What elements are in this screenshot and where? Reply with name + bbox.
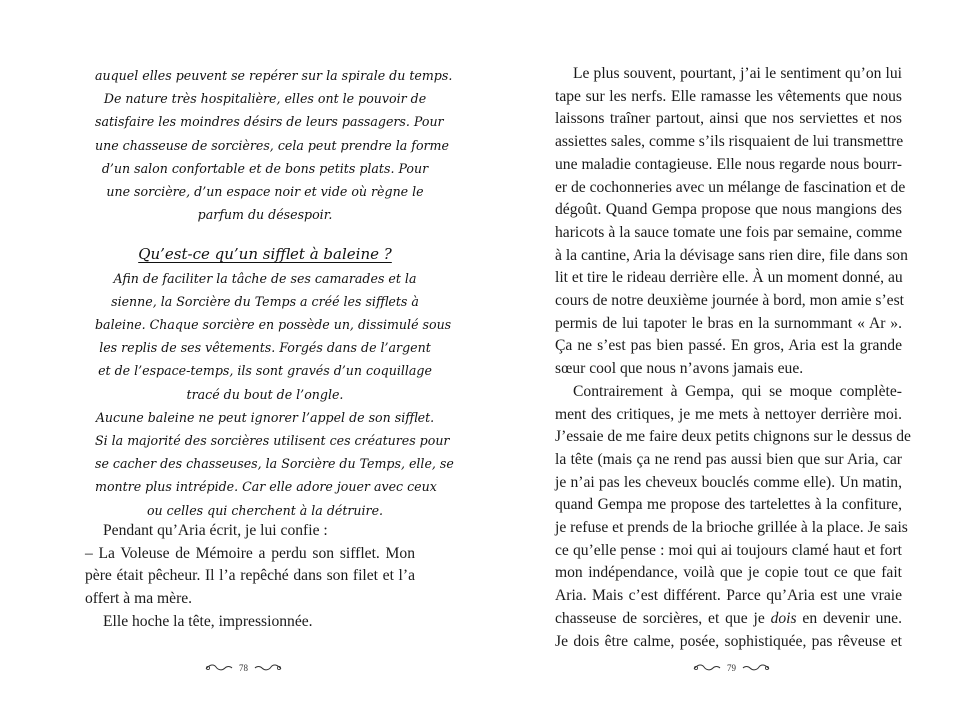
note-line: tracé du bout de l’ongle. [186, 386, 344, 402]
text-line: lit et tire le rideau derrière elle. À un moment donné, au [555, 269, 903, 287]
right-page [485, 0, 970, 720]
text-line: quand Gempa me propose des tartelettes à la confiture, [555, 496, 902, 514]
text-line: tape sur les nerfs. Elle ramasse les vêtements que nous [555, 87, 902, 105]
swirl-ornament-icon [205, 663, 233, 673]
text-line: Je dois être calme, posée, sophistiquée, pas rêveuse et [555, 632, 902, 650]
note-line: montre plus intrépide. Car elle adore jouer avec ceux [95, 479, 437, 495]
page-number: 79 [727, 663, 736, 673]
text-segment: chasseuse de sorcières, et que je [555, 609, 771, 627]
note-line: Aucune baleine ne peut ignorer l’appel de son sifflet. [95, 409, 435, 425]
note-line: Afin de faciliter la tâche de ses camarades et la [113, 270, 417, 286]
note-line: sienne, la Sorcière du Temps a créé les sifflets à [111, 293, 419, 309]
text-line: je refuse et prends de la brioche grillée à la place. Je sais [555, 519, 908, 537]
page-footer-left [205, 660, 282, 676]
note-line: satisfaire les moindres désirs de leurs passagers. Pour [95, 114, 444, 130]
note-line: d’un salon confortable et de bons petits plats. Pour [101, 160, 429, 176]
note-line: une chasseuse de sorcières, cela peut prendre la forme [95, 137, 449, 153]
text-line: – La Voleuse de Mémoire a perdu son sifflet. Mon [85, 544, 415, 562]
text-line: mon indépendance, voilà que je copie tout ce que fait [555, 564, 902, 582]
emphasis-text: dois [770, 609, 797, 627]
right-body-text [555, 63, 911, 653]
note-line: ou celles qui cherchent à la détruire. [146, 502, 384, 518]
text-segment: en devenir une. [796, 609, 902, 627]
note-line: une sorcière, d’un espace noir et vide où règne le [106, 184, 424, 200]
text-line: ment des critiques, je me mets à nettoyer derrière moi. [555, 405, 902, 423]
text-line: haricots à la sauce tomate une fois par semaine, comme [555, 223, 902, 241]
text-line: père était pêcheur. Il l’a repêché dans son filet et l’a [85, 567, 415, 585]
text-line: Elle hoche la tête, impressionnée. [103, 612, 313, 630]
text-line: Le plus souvent, pourtant, j’ai le sentiment qu’on lui [573, 65, 902, 82]
text-line: à la cantine, Aria la dévisage sans rien dire, file dans son [555, 246, 908, 264]
text-line: laissons traîner partout, ainsi que nos serviettes et nos [555, 110, 902, 128]
text-line: Pendant qu’Aria écrit, je lui confie : [103, 522, 328, 539]
text-line: J’essaie de me faire deux petits chignons sur le dessus de [555, 428, 911, 446]
swirl-ornament-icon [254, 663, 282, 673]
note-line: De nature très hospitalière, elles ont le pouvoir de [103, 91, 427, 107]
text-line [555, 608, 902, 631]
text-line: Ça ne s’est pas bien passé. En gros, Aria est la grande [555, 337, 902, 355]
note-line: Si la majorité des sorcières utilisent ces créatures pour [95, 433, 450, 449]
note-heading: Qu’est-ce qu’un sifflet à baleine ? [138, 245, 392, 264]
text-line: offert à ma mère. [85, 590, 193, 608]
note-line: et de l’espace-temps, ils sont gravés d’un coquillage [98, 363, 432, 379]
text-line: la tête (mais ça ne rend pas aussi bien que sur Aria, car [555, 450, 902, 468]
handwritten-note [95, 64, 454, 522]
text-line: Contrairement à Gempa, qui se moque complète- [573, 382, 902, 400]
note-line: parfum du désespoir. [197, 207, 333, 223]
text-line: permis de lui tapoter le bras en la surnommant « Ar ». [555, 314, 902, 332]
page-footer-right [693, 660, 770, 676]
note-line: se cacher des chasseuses, la Sorcière du Temps, elle, se [95, 456, 454, 472]
text-line: dégoût. Quand Gempa propose que nous mangions des [555, 201, 902, 219]
text-line: ce qu’elle pense : moi qui ai toujours clamé haut et fort [555, 541, 902, 559]
swirl-ornament-icon [693, 663, 721, 673]
note-line: les replis de ses vêtements. Forgés dans de l’argent [99, 340, 431, 356]
text-line: sœur cool que nous n’avons jamais eue. [555, 360, 804, 378]
note-line: auquel elles peuvent se repérer sur la spirale du temps. [95, 68, 453, 83]
text-line: er de cochonneries avec un mélange de fascination et de [555, 178, 906, 196]
swirl-ornament-icon [742, 663, 770, 673]
text-line: assiettes sales, comme s’ils risquaient de lui transmettre [555, 133, 904, 151]
text-line: cours de notre deuxième journée à bord, mon amie s’est [555, 292, 905, 310]
text-line: une maladie contagieuse. Elle nous regarde nous bourr- [555, 155, 902, 173]
note-line: baleine. Chaque sorcière en possède un, dissimulé sous [95, 317, 452, 333]
page-number: 78 [239, 663, 248, 673]
text-line: Aria. Mais c’est différent. Parce qu’Aria est une vraie [555, 587, 902, 605]
text-line: je n’ai pas les cheveux bouclés comme elle). Un matin, [555, 473, 902, 491]
left-body-text [85, 520, 415, 634]
